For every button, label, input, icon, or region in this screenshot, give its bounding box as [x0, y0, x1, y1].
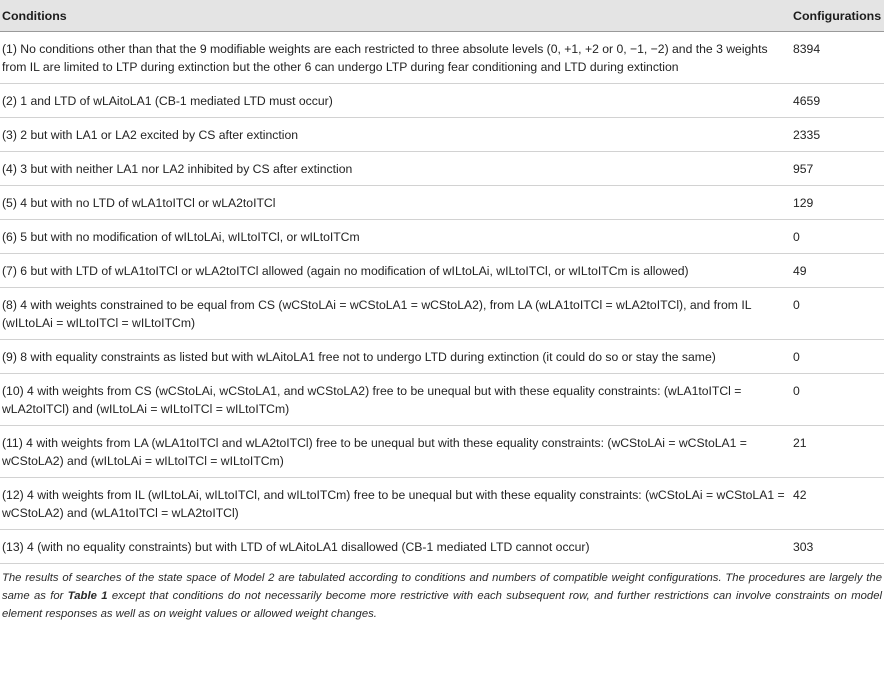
table-header-row [0, 0, 884, 32]
configurations-cell: 0 [791, 340, 884, 374]
condition-cell: (5) 4 but with no LTD of wLA1toITCl or wLA2toITCl [0, 186, 791, 220]
configurations-cell: 303 [791, 530, 884, 564]
table-row [0, 186, 884, 220]
table-row [0, 374, 884, 426]
configurations-cell: 42 [791, 478, 884, 530]
configurations-cell: 8394 [791, 32, 884, 84]
table-row [0, 220, 884, 254]
condition-cell: (1) No conditions other than that the 9 modifiable weights are each restricted to three absolute levels (0, +1, +2 or 0, −1, −2) and the 3 weights from IL are limited to LTP during extinction but the other 6 can undergo LTP during fear conditioning and LTD during extinction [0, 32, 791, 84]
header-configurations: Configurations [791, 0, 884, 32]
table-row [0, 478, 884, 530]
table-row [0, 288, 884, 340]
table-row [0, 32, 884, 84]
table-row [0, 340, 884, 374]
configurations-cell: 0 [791, 374, 884, 426]
configurations-cell: 21 [791, 426, 884, 478]
condition-cell: (2) 1 and LTD of wLAitoLA1 (CB-1 mediated LTD must occur) [0, 84, 791, 118]
condition-cell: (8) 4 with weights constrained to be equal from CS (wCStoLAi = wCStoLA1 = wCStoLA2), from LA (wLA1toITCl = wLA2toITCl), and from IL (wILtoLAi = wILtoITCl = wILtoITCm) [0, 288, 791, 340]
table-row [0, 84, 884, 118]
condition-cell: (11) 4 with weights from LA (wLA1toITCl and wLA2toITCl) free to be unequal but with these equality constraints: (wCStoLAi = wCStoLA1 = wCStoLA2) and (wILtoLAi = wILtoITCl = wILtoITCm) [0, 426, 791, 478]
table-body [0, 32, 884, 564]
caption-text-after: except that conditions do not necessarily become more restrictive with each subsequent row, and further restrictions can involve constraints on model element responses as well as on weight values or allowed weight changes. [2, 590, 882, 620]
table-row [0, 152, 884, 186]
table-caption [0, 564, 884, 623]
condition-cell: (13) 4 (with no equality constraints) but with LTD of wLAitoLA1 disallowed (CB-1 mediated LTD cannot occur) [0, 530, 791, 564]
configurations-cell: 0 [791, 288, 884, 340]
condition-cell: (7) 6 but with LTD of wLA1toITCl or wLA2toITCl allowed (again no modification of wILtoLAi, wILtoITCl, or wILtoITCm is allowed) [0, 254, 791, 288]
condition-cell: (4) 3 but with neither LA1 nor LA2 inhibited by CS after extinction [0, 152, 791, 186]
configurations-cell: 49 [791, 254, 884, 288]
condition-cell: (10) 4 with weights from CS (wCStoLAi, wCStoLA1, and wCStoLA2) free to be unequal but with these equality constraints: (wLA1toITCl = wLA2toITCl) and (wILtoLAi = wILtoITCl = wILtoITCm) [0, 374, 791, 426]
condition-cell: (12) 4 with weights from IL (wILtoLAi, wILtoITCl, and wILtoITCm) free to be unequal but with these equality constraints: (wCStoLAi = wCStoLA1 = wCStoLA2) and (wLA1toITCl = wLA2toITCl) [0, 478, 791, 530]
table-row [0, 118, 884, 152]
condition-cell: (6) 5 but with no modification of wILtoLAi, wILtoITCl, or wILtoITCm [0, 220, 791, 254]
header-conditions: Conditions [0, 0, 791, 32]
condition-cell: (3) 2 but with LA1 or LA2 excited by CS after extinction [0, 118, 791, 152]
configurations-cell: 957 [791, 152, 884, 186]
configurations-cell: 2335 [791, 118, 884, 152]
caption-text-before: The results of searches of the state space of Model 2 are tabulated according to conditions and numbers of compatible weight configurations. The procedures are largely the same as for [2, 572, 882, 602]
table-row [0, 426, 884, 478]
table-row [0, 530, 884, 564]
condition-cell: (9) 8 with equality constraints as listed but with wLAitoLA1 free not to undergo LTD during extinction (it could do so or stay the same) [0, 340, 791, 374]
configurations-cell: 4659 [791, 84, 884, 118]
caption-table-reference: Table 1 [67, 590, 108, 602]
table-row [0, 254, 884, 288]
configurations-cell: 0 [791, 220, 884, 254]
configurations-cell: 129 [791, 186, 884, 220]
